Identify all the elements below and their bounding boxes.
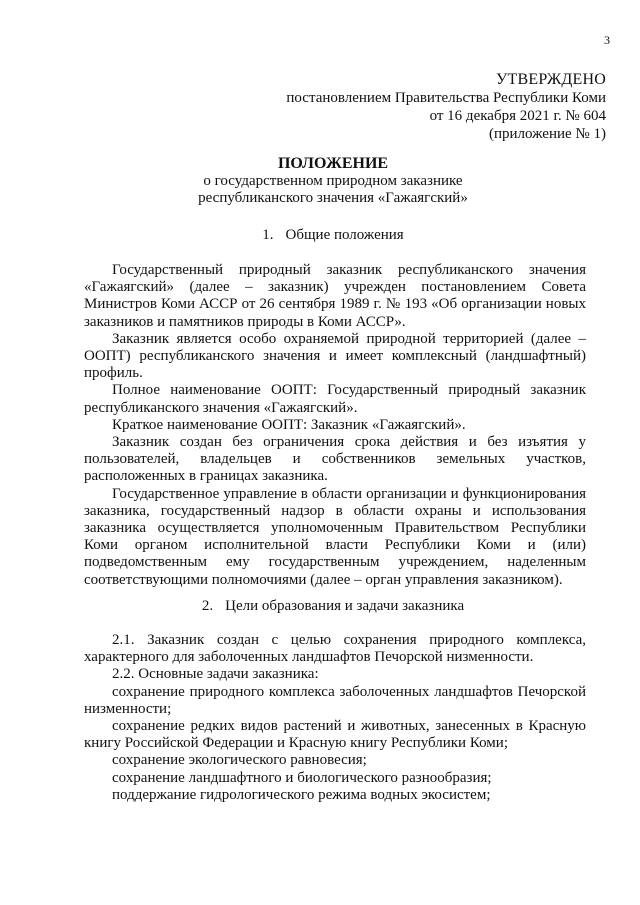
list-item: сохранение ландшафтного и биологического разнообразия; — [112, 769, 492, 786]
list-item: сохранение природного комплекса заболоченных ландшафтов Печорской низменности; — [84, 683, 586, 717]
paragraph: Государственный природный заказник республиканского значения «Гажаягский» (далее – заказник) учрежден постановлением Совета Министров Коми АССР от 26 сентября 1989 г. № 193 «Об организации новых заказников и памятников природы в Коми АССР». — [84, 262, 586, 330]
section-2-heading — [0, 598, 640, 615]
section-1-heading — [0, 227, 640, 244]
title-subtitle-1: о государственном природном заказнике — [203, 173, 463, 189]
approval-appendix: (приложение № 1) — [488, 126, 606, 142]
paragraph: 2.1. Заказник создан с целью сохранения природного комплекса, характерного для заболоченных ландшафтов Печорской низменности. — [84, 632, 586, 666]
paragraph: Заказник создан без ограничения срока действия и без изъятия у пользователей, владельцев и собственников земельных участков, расположенных в границах заказника. — [84, 434, 586, 485]
paragraph: 2.2. Основные задачи заказника: — [112, 666, 319, 683]
section-1-body — [84, 262, 586, 589]
list-item: сохранение экологического равновесия; — [112, 752, 367, 769]
section-1-number: 1. — [262, 227, 274, 243]
approval-block — [286, 71, 606, 143]
document-title — [0, 155, 640, 207]
section-2-number: 2. — [201, 598, 214, 614]
list-item: поддержание гидрологического режима водных экосистем; — [112, 786, 491, 803]
paragraph: Заказник является особо охраняемой природной территорией (далее – ООПТ) республиканского значения и имеет комплексный (ландшафтный) профиль. — [84, 330, 586, 382]
section-2-body — [84, 632, 586, 804]
approval-decree: постановлением Правительства Республики Коми — [286, 90, 606, 106]
paragraph: Краткое наименование ООПТ: Заказник «Гажаягский». — [112, 416, 466, 433]
approval-stamp: УТВЕРЖДЕНО — [495, 71, 606, 88]
paragraph: Государственное управление в области организации и функционирования заказника, государственный надзор в области охраны и использования заказника осуществляется уполномоченным Правительством Республики Коми органом исполнительной власти Республики Коми и (или) подведомственным ему государственным учреждением, наделенным соответствующими полномочиями (далее – орган управления заказником). — [84, 485, 586, 588]
title-heading: ПОЛОЖЕНИЕ — [277, 155, 389, 172]
section-2-title: Цели образования и задачи заказника — [225, 598, 465, 614]
title-subtitle-2: республиканского значения «Гажаягский» — [198, 190, 468, 206]
paragraph: Полное наименование ООПТ: Государственный природный заказник республиканского значения «Гажаягский». — [84, 382, 586, 416]
list-item: сохранение редких видов растений и животных, занесенных в Красную книгу Российской Федерации и Красную книгу Республики Коми; — [84, 718, 586, 752]
section-1-title: Общие положения — [285, 227, 404, 243]
page-number: 3 — [604, 33, 610, 47]
approval-date: от 16 декабря 2021 г. № 604 — [429, 108, 606, 124]
